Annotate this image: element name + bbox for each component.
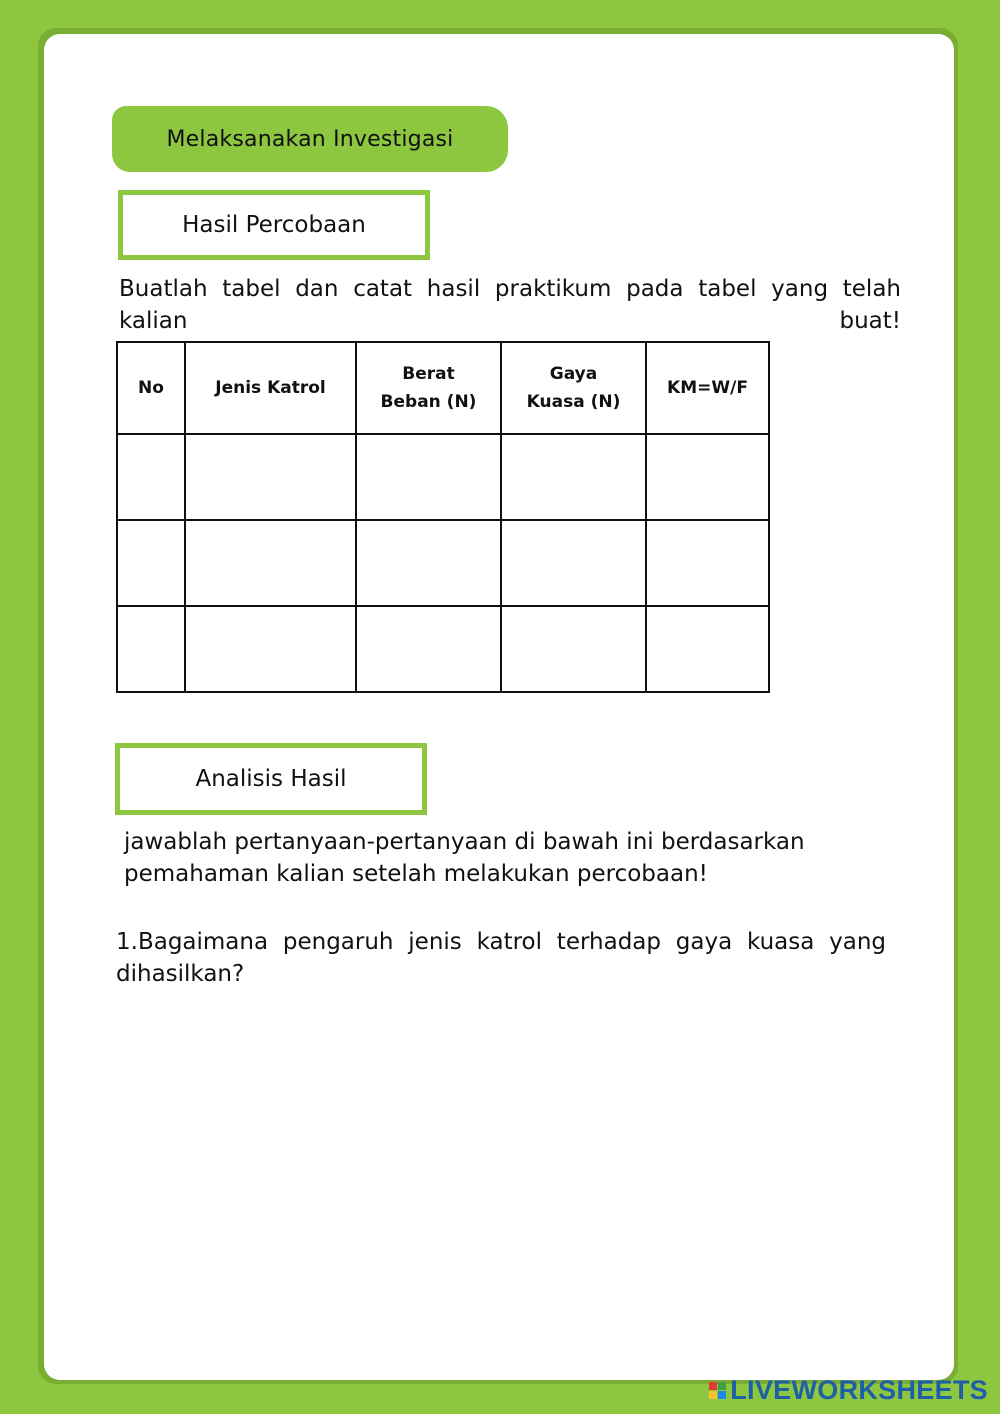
- logo-square-red: [709, 1382, 717, 1390]
- table-cell[interactable]: [646, 606, 769, 692]
- analysis-label-box: [115, 743, 427, 815]
- table-cell[interactable]: [501, 434, 646, 520]
- header-berat-beban: Berat Beban (N): [356, 342, 501, 434]
- table-cell[interactable]: [501, 520, 646, 606]
- table-cell[interactable]: [117, 606, 185, 692]
- table-cell[interactable]: [646, 434, 769, 520]
- logo-square-blue: [718, 1391, 726, 1399]
- table-cell[interactable]: [356, 520, 501, 606]
- analysis-label: Analisis Hasil: [195, 766, 347, 792]
- header-gaya-kuasa: Gaya Kuasa (N): [501, 342, 646, 434]
- logo-square-yellow: [709, 1391, 717, 1399]
- brand-text: LIVEWORKSHEETS: [730, 1375, 988, 1405]
- table-cell[interactable]: [185, 520, 356, 606]
- table-cell[interactable]: [356, 606, 501, 692]
- table-row: [117, 606, 769, 692]
- header-km: KM=W/F: [646, 342, 769, 434]
- table-header-row: [117, 342, 769, 434]
- header-no: No: [117, 342, 185, 434]
- header-jenis-katrol: Jenis Katrol: [185, 342, 356, 434]
- liveworksheets-logo-icon: [709, 1382, 726, 1399]
- question-1: 1.Bagaimana pengaruh jenis katrol terhadap gaya kuasa yang dihasilkan?: [116, 929, 886, 987]
- table-cell[interactable]: [185, 606, 356, 692]
- table-cell[interactable]: [185, 434, 356, 520]
- results-table: [116, 341, 770, 693]
- table-cell[interactable]: [646, 520, 769, 606]
- results-label: Hasil Percobaan: [182, 212, 366, 238]
- table-cell[interactable]: [356, 434, 501, 520]
- table-cell[interactable]: [117, 434, 185, 520]
- liveworksheets-brand[interactable]: [709, 1375, 988, 1406]
- logo-square-green: [718, 1382, 726, 1390]
- results-label-box: [118, 190, 430, 260]
- table-cell[interactable]: [117, 520, 185, 606]
- section-title-pill: [112, 106, 508, 172]
- table-row: [117, 520, 769, 606]
- table-row: [117, 434, 769, 520]
- results-instruction: Buatlah tabel dan catat hasil praktikum pada tabel yang telah kalian buat!: [119, 276, 901, 334]
- analysis-instruction: jawablah pertanyaan-pertanyaan di bawah ini berdasarkan pemahaman kalian setelah melakukan percobaan!: [124, 829, 805, 887]
- section-title: Melaksanakan Investigasi: [166, 126, 454, 152]
- table-cell[interactable]: [501, 606, 646, 692]
